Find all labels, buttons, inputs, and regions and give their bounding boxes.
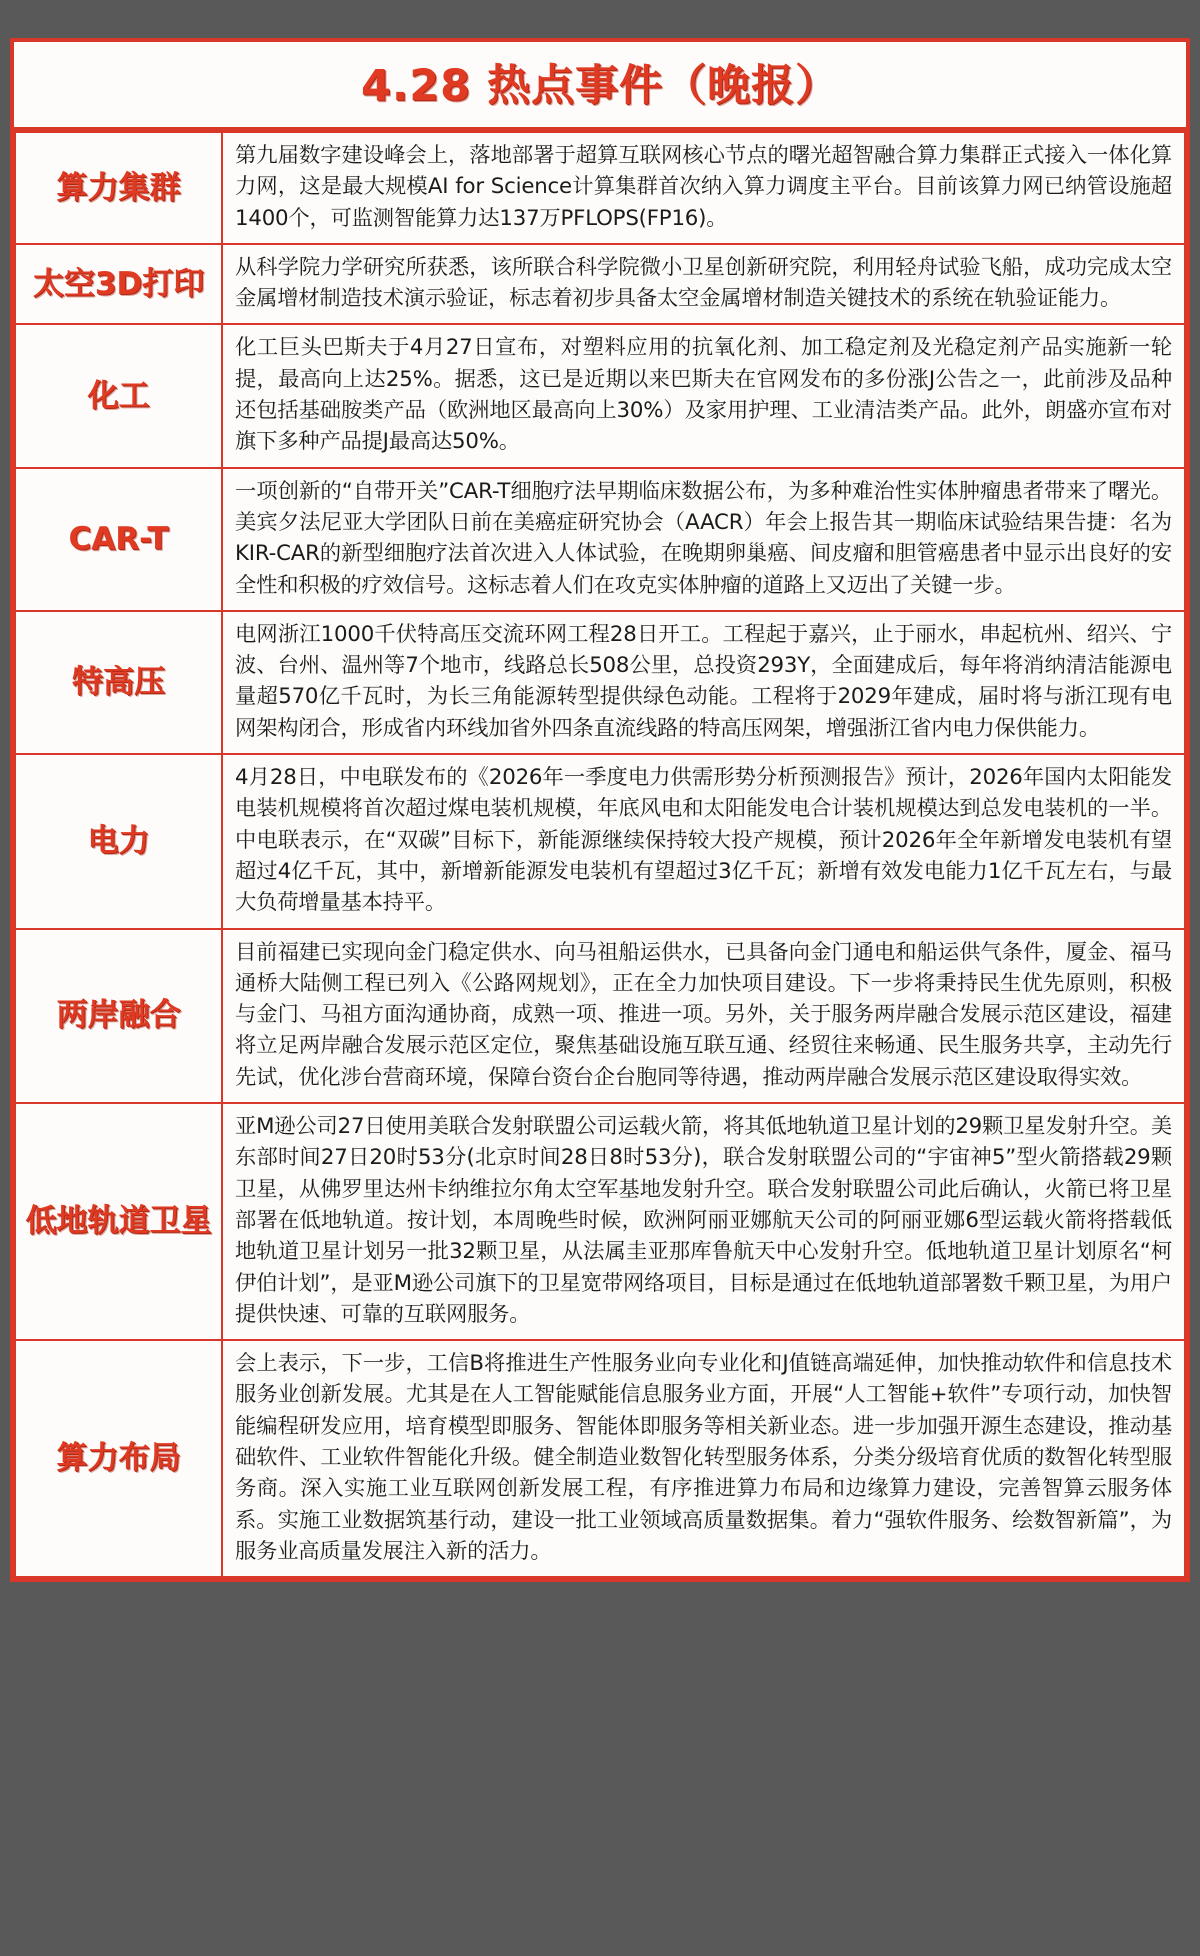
sheet-title-row	[14, 42, 1186, 131]
row-label-cell-6	[15, 929, 222, 1103]
table-row	[15, 754, 1185, 928]
row-body: 一项创新的“自带开关”CAR-T细胞疗法早期临床数据公布，为多种难治性实体肿瘤患者带来了曙光。美宾夕法尼亚大学团队日前在美癌症研究协会（AACR）年会上报告其一期临床试验结果告捷：名为KIR-CAR的新型细胞疗法首次进入人体试验，在晚期卵巢癌、间皮瘤和胆管癌患者中显示出良好的安全性和积极的疗效信号。这标志着人们在攻克实体肿瘤的道路上又迈出了关键一步。	[235, 478, 1172, 598]
news-table-body	[15, 132, 1185, 1577]
row-label: 算力集群	[56, 169, 181, 206]
row-label: 特高压	[72, 664, 165, 701]
row-body: 目前福建已实现向金门稳定供水、向马祖船运供水，已具备向金门通电和船运供气条件，厦金、福马通桥大陆侧工程已列入《公路网规划》，正在全力加快项目建设。下一步将秉持民生优先原则，积极与金门、马祖方面沟通协商，成熟一项、推进一项。另外，关于服务两岸融合发展示范区建设，福建将立足两岸融合发展示范区定位，聚焦基础设施互联互通、经贸往来畅通、民生服务共享，主动先行先试，优化涉台营商环境，保障台资台企台胞同等待遇，推动两岸融合发展示范区建设取得实效。	[235, 939, 1172, 1090]
row-body-cell-7	[222, 1103, 1185, 1340]
news-sheet	[10, 38, 1190, 1582]
row-label-cell-0	[15, 132, 222, 244]
row-body-cell-5	[222, 754, 1185, 928]
row-body: 化工巨头巴斯夫于4月27日宣布，对塑料应用的抗氧化剂、加工稳定剂及光稳定剂产品实施新一轮提，最高向上达25%。据悉，这已是近期以来巴斯夫在官网发布的多份涨J公告之一，此前涉及品种还包括基础胺类产品（欧洲地区最高向上30%）及家用护理、工业清洁类产品。此外，朗盛亦宣布对旗下多种产品提J最高达50%。	[235, 335, 1172, 455]
page-title: 4.28 热点事件（晚报）	[360, 61, 840, 111]
table-row	[15, 468, 1185, 611]
row-label-cell-2	[15, 324, 222, 467]
table-row	[15, 611, 1185, 754]
row-body-cell-1	[222, 244, 1185, 325]
row-body-cell-6	[222, 929, 1185, 1103]
row-label-cell-8	[15, 1340, 222, 1577]
row-label: 电力	[87, 823, 150, 859]
row-body-cell-8	[222, 1340, 1185, 1577]
row-label: 太空3D打印	[32, 265, 205, 302]
row-body-cell-3	[222, 468, 1185, 611]
row-label: CAR-T	[68, 520, 169, 557]
row-body: 电网浙江1000千伏特高压交流环网工程28日开工。工程起于嘉兴，止于丽水，串起杭州、绍兴、宁波、台州、温州等7个地市，线路总长508公里，总投资293Y，全面建成后，每年将消纳清洁能源电量超570亿千瓦时，为长三角能源转型提供绿色动能。工程将于2029年建成，届时将与浙江现有电网架构闭合，形成省内环线加省外四条直流线路的特高压网架，增强浙江省内电力保供能力。	[235, 621, 1172, 741]
table-row	[15, 929, 1185, 1103]
table-row	[15, 1340, 1185, 1577]
row-body: 4月28日，中电联发布的《2026年一季度电力供需形势分析预测报告》预计，2026年国内太阳能发电装机规模将首次超过煤电装机规模，年底风电和太阳能发电合计装机规模达到总发电装机的一半。中电联表示，在“双碳”目标下，新能源继续保持较大投产规模，预计2026年全年新增发电装机有望超过4亿千瓦，其中，新增新能源发电装机有望超过3亿千瓦；新增有效发电能力1亿千瓦左右，与最大负荷增量基本持平。	[235, 765, 1172, 916]
row-body-cell-2	[222, 324, 1185, 467]
row-body-cell-0	[222, 132, 1185, 244]
row-body: 亚M逊公司27日使用美联合发射联盟公司运载火箭，将其低地轨道卫星计划的29颗卫星发射升空。美东部时间27日20时53分(北京时间28日8时53分)，联合发射联盟公司的“宇宙神5”型火箭搭载29颗卫星，从佛罗里达州卡纳维拉尔角太空军基地发射升空。联合发射联盟公司此后确认，火箭已将卫星部署在低地轨道。按计划，本周晚些时候，欧洲阿丽亚娜航天公司的阿丽亚娜6型运载火箭将搭载低地轨道卫星计划另一批32颗卫星，从法属圭亚那库鲁航天中心发射升空。低地轨道卫星计划原名“柯伊伯计划”，是亚M逊公司旗下的卫星宽带网络项目，目标是通过在低地轨道部署数千颗卫星，为用户提供快速、可靠的互联网服务。	[235, 1114, 1172, 1327]
row-label-cell-3	[15, 468, 222, 611]
row-label: 两岸融合	[56, 997, 181, 1034]
row-body: 从科学院力学研究所获悉，该所联合科学院微小卫星创新研究院，利用轻舟试验飞船，成功完成太空金属增材制造技术演示验证，标志着初步具备太空金属增材制造关键技术的系统在轨验证能力。	[235, 254, 1172, 312]
row-body-cell-4	[222, 611, 1185, 754]
row-label-cell-1	[15, 244, 222, 325]
row-label-cell-4	[15, 611, 222, 754]
table-row	[15, 1103, 1185, 1340]
row-label-cell-7	[15, 1103, 222, 1340]
row-label: 化工	[87, 377, 150, 414]
row-label: 算力布局	[56, 1440, 181, 1477]
news-table	[14, 131, 1186, 1578]
row-body: 会上表示，下一步，工信B将推进生产性服务业向专业化和J值链高端延伸，加快推动软件和信息技术服务业创新发展。尤其是在人工智能赋能信息服务业方面，开展“人工智能+软件”专项行动，加快智能编程研发应用，培育模型即服务、智能体即服务等相关新业态。进一步加强开源生态建设，推动基础软件、工业软件智能化升级。健全制造业数智化转型服务体系，分类分级培育优质的数智化转型服务商。深入实施工业互联网创新发展工程，有序推进算力布局和边缘算力建设，完善智算云服务体系。实施工业数据筑基行动，建设一批工业领域高质量数据集。着力“强软件服务、绘数智新篇”，为服务业高质量发展注入新的活力。	[235, 1351, 1172, 1564]
row-body: 第九届数字建设峰会上，落地部署于超算互联网核心节点的曙光超智融合算力集群正式接入一体化算力网，这是最大规模AI for Science计算集群首次纳入算力调度主平台。目前该算力网已纳管设施超1400个，可监测智能算力达137万PFLOPS(FP16)。	[235, 143, 1172, 231]
table-row	[15, 324, 1185, 467]
row-label-cell-5	[15, 754, 222, 928]
table-row	[15, 132, 1185, 244]
row-label: 低地轨道卫星	[25, 1203, 212, 1240]
table-row	[15, 244, 1185, 325]
